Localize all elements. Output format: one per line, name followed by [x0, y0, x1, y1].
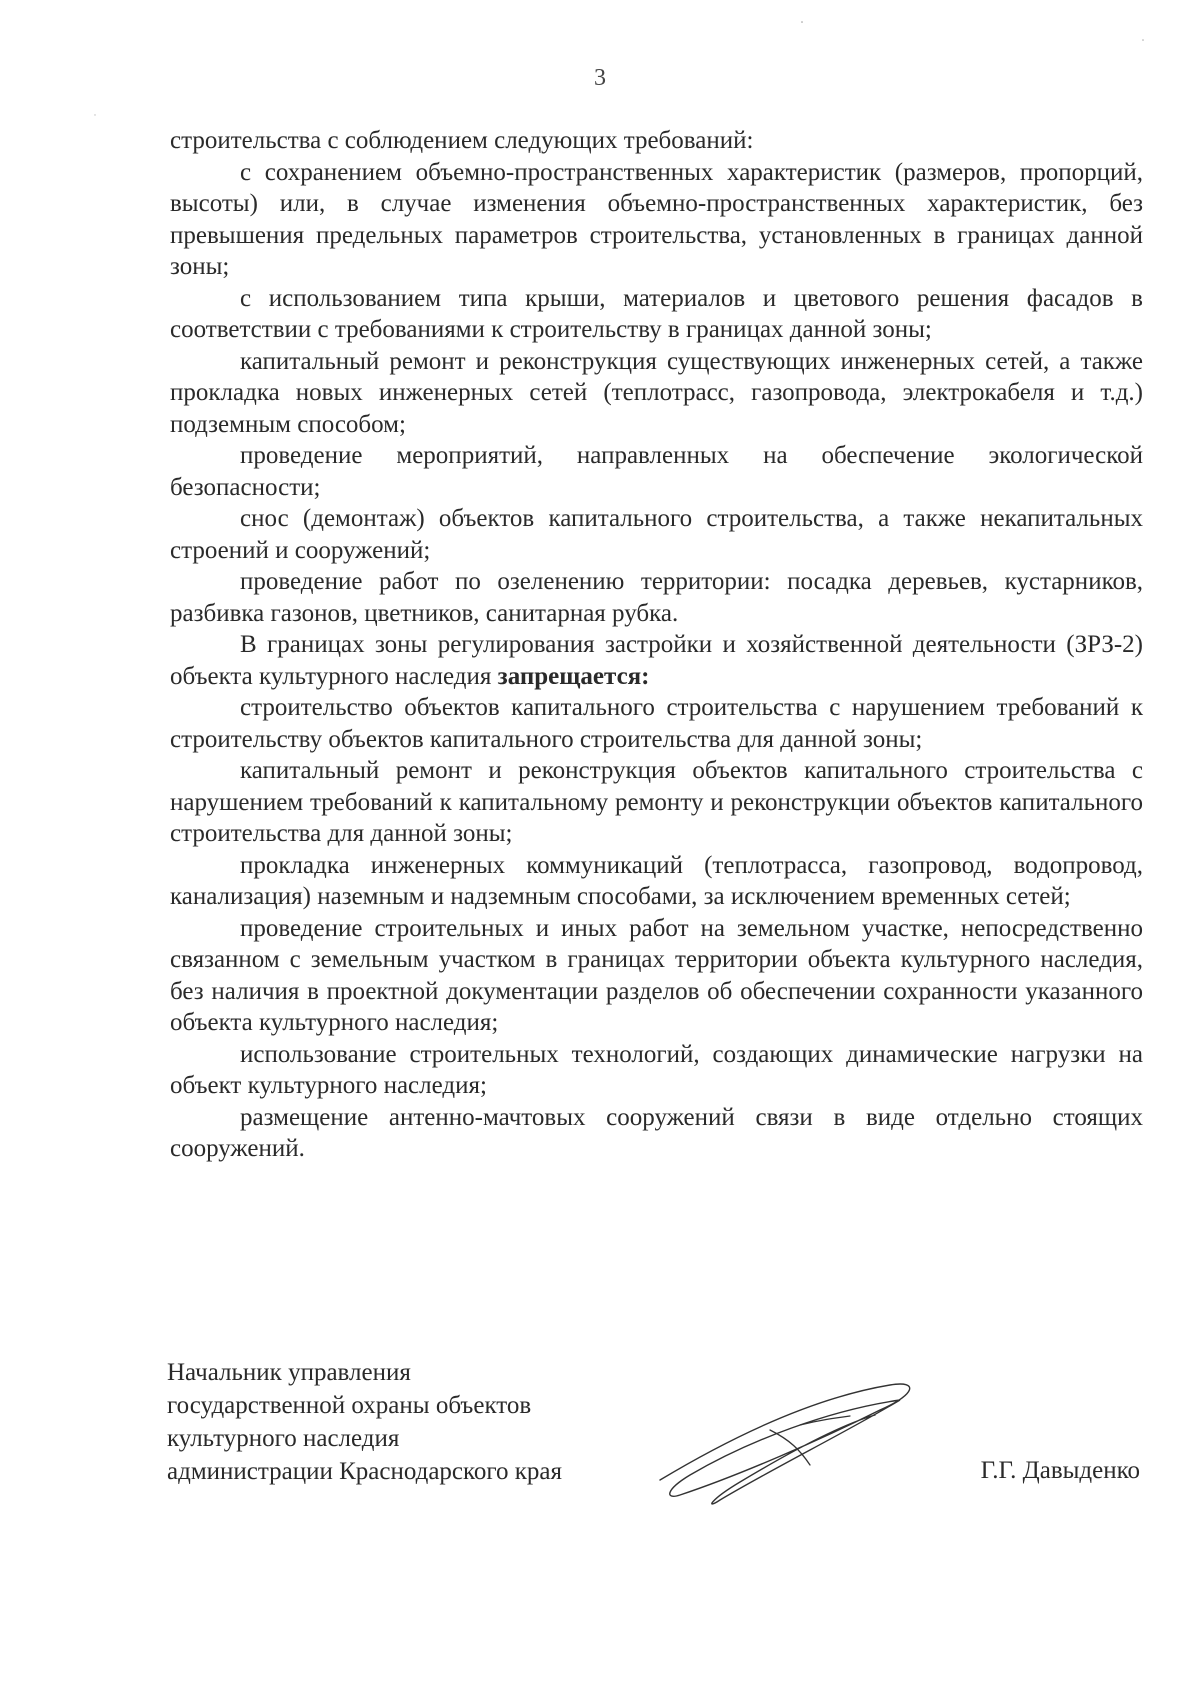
position-line: культурного наследия — [167, 1425, 400, 1452]
paragraph-ecology: проведение мероприятий, направленных на обеспечение экологической безопасности; — [170, 442, 1143, 501]
paragraph-prohibit-repair: капитальный ремонт и реконструкция объектов капитального строительства с нарушением требований к капитальному ремонту и реконструкции объектов капитального строительства для данной зоны; — [170, 757, 1143, 847]
paragraph-demolition: снос (демонтаж) объектов капитального строительства, а также некапитальных строений и сооружений; — [170, 505, 1143, 564]
paragraph-prohibit-works: проведение строительных и иных работ на земельном участке, непосредственно связанном с земельным участком в границах территории объекта культурного наследия, без наличия в проектной документации разделов об обеспечении сохранности указанного объекта культурного наследия; — [170, 914, 1143, 1036]
paragraph-roof-materials: с использованием типа крыши, материалов и цветового решения фасадов в соответствии с требованиями к строительству в границах данной зоны; — [170, 284, 1143, 343]
paragraph-prohibit-dynamic-loads: использование строительных технологий, создающих динамические нагрузки на объект культурного наследия; — [170, 1040, 1143, 1099]
position-line: администрации Краснодарского края — [167, 1458, 563, 1485]
paragraph-prohibition-heading: В границах зоны регулирования застройки и хозяйственной деятельности (ЗРЗ-2) объекта культурного наследия запрещается: — [170, 631, 1143, 690]
paragraph-prohibit-construction: строительство объектов капитального строительства с нарушением требований к строительству объектов капитального строительства для данной зоны; — [170, 694, 1143, 753]
position-line: Начальник управления — [167, 1359, 411, 1386]
paragraph-prohibit-utilities: прокладка инженерных коммуникаций (теплотрасса, газопровод, водопровод, канализация) наземным и надземным способами, за исключением временных сетей; — [170, 851, 1143, 910]
paragraph-intro: строительства с соблюдением следующих требований: — [170, 127, 754, 154]
signer-name: Г.Г. Давыденко — [980, 1457, 1140, 1484]
paragraph-landscaping: проведение работ по озеленению территории: посадка деревьев, кустарников, разбивка газонов, цветников, санитарная рубка. — [170, 568, 1143, 627]
paragraph-volume-requirement: с сохранением объемно-пространственных характеристик (размеров, пропорций, высоты) или, в случае изменения объемно-пространственных характеристик, без превышения предельных параметров строительства, установленных в границах данной зоны; — [170, 158, 1143, 280]
paragraph-engineering-networks: капитальный ремонт и реконструкция существующих инженерных сетей, а также прокладка новых инженерных сетей (теплотрасс, газопровода, электрокабеля и т.д.) подземным способом; — [170, 347, 1143, 438]
position-line: государственной охраны объектов — [167, 1392, 532, 1419]
prohibited-label: запрещается: — [497, 662, 650, 690]
page-number: 3 — [594, 65, 606, 91]
paragraph-prohibit-antennas: размещение антенно-мачтовых сооружений связи в виде отдельно стоящих сооружений. — [170, 1103, 1143, 1162]
